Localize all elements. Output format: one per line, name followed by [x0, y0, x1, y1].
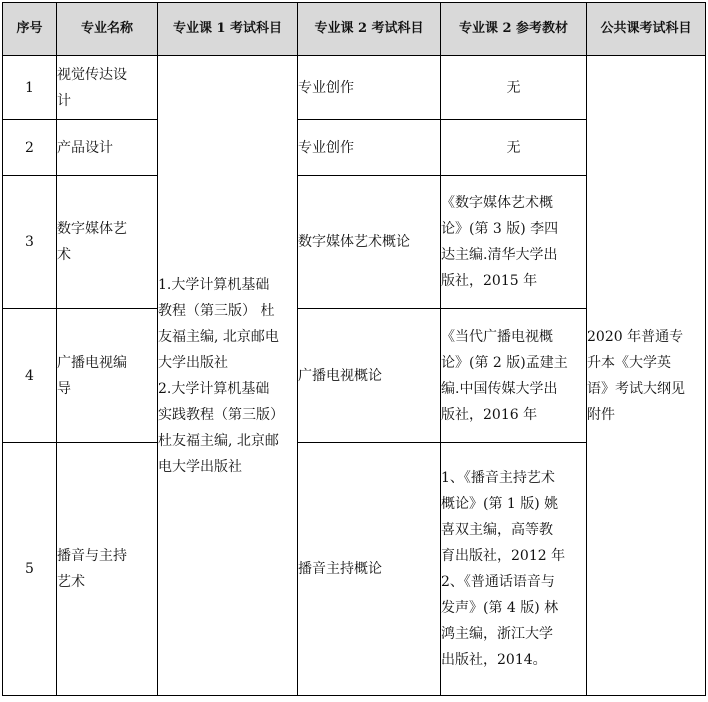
textbook-line: 发声》(第 4 版) 林 [441, 600, 559, 616]
textbook-line: 版社，2015 年 [441, 273, 538, 289]
textbook-line: 鸿主编，浙江大学 [441, 626, 553, 642]
row-seq: 4 [3, 309, 57, 443]
textbook-line: 无 [506, 79, 521, 96]
textbook-line: 达主编.清华大学出 [441, 247, 558, 263]
course1-shared-cell [158, 56, 298, 696]
header-major: 专业名称 [57, 3, 158, 56]
row-course2: 数字媒体艺术概论 [298, 176, 441, 309]
row-major [57, 443, 158, 696]
row-major [57, 56, 158, 120]
header-row [3, 3, 706, 56]
textbook-line: 编.中国传媒大学出 [441, 380, 558, 397]
major-line: 数字媒体艺 [57, 221, 127, 237]
row-major [57, 309, 158, 443]
row-seq: 5 [3, 443, 57, 696]
row-course2: 广播电视概论 [298, 309, 441, 443]
row-seq: 1 [3, 56, 57, 120]
header-textbook2: 专业课 2 参考教材 [441, 3, 587, 56]
textbook-line: 概论》(第 1 版) 姚 [441, 496, 559, 512]
row-textbook2 [441, 120, 587, 176]
public-shared-cell [587, 56, 706, 696]
row-major [57, 176, 158, 309]
major-line: 广播电视编 [57, 354, 127, 371]
course1-line: 教程（第三版） 杜 [158, 302, 275, 319]
table-row [3, 56, 706, 120]
course1-line: 大学出版社 [158, 354, 228, 371]
textbook-line: 2、《普通话语音与 [441, 574, 555, 590]
course1-line: 实践教程（第三版） [158, 406, 284, 423]
row-textbook2 [441, 443, 587, 696]
major-line: 视觉传达设 [57, 66, 127, 83]
major-line: 导 [57, 380, 71, 397]
textbook-line: 1、《播音主持艺术 [441, 470, 555, 486]
course1-line: 杜友福主编, 北京邮 [158, 432, 279, 449]
public-line: 2020 年普通专 [587, 328, 684, 345]
public-line: 语》考试大纲见 [587, 380, 685, 397]
header-seq: 序号 [3, 3, 57, 56]
row-seq: 3 [3, 176, 57, 309]
row-textbook2 [441, 176, 587, 309]
major-line: 计 [57, 92, 71, 109]
textbook-line: 《数字媒体艺术概 [441, 195, 553, 211]
header-course1: 专业课 1 考试科目 [158, 3, 298, 56]
row-seq: 2 [3, 120, 57, 176]
course1-line: 2.大学计算机基础 [158, 380, 270, 397]
public-line: 升本《大学英 [587, 354, 671, 371]
textbook-line: 版社，2016 年 [441, 406, 538, 423]
major-line: 艺术 [57, 574, 85, 590]
row-textbook2 [441, 56, 587, 120]
textbook-line: 出版社，2014。 [441, 652, 547, 668]
row-course2: 专业创作 [298, 120, 441, 176]
header-course2: 专业课 2 考试科目 [298, 3, 441, 56]
course1-line: 1.大学计算机基础 [158, 276, 270, 293]
public-line: 附件 [587, 406, 615, 423]
row-course2: 播音主持概论 [298, 443, 441, 696]
header-public: 公共课考试科目 [587, 3, 706, 56]
major-line: 播音与主持 [57, 548, 127, 564]
row-textbook2 [441, 309, 587, 443]
major-line: 产品设计 [57, 139, 113, 156]
course1-line: 友福主编, 北京邮电 [158, 328, 279, 345]
textbook-line: 论》(第 2 版)孟建主 [441, 354, 568, 371]
row-course2: 专业创作 [298, 56, 441, 120]
textbook-line: 喜双主编，高等教 [441, 522, 553, 538]
textbook-line: 无 [506, 139, 521, 156]
row-major [57, 120, 158, 176]
textbook-line: 育出版社，2012 年 [441, 548, 566, 564]
textbook-line: 论》(第 3 版) 李四 [441, 221, 559, 237]
textbook-line: 《当代广播电视概 [441, 328, 553, 345]
course1-line: 电大学出版社 [158, 458, 242, 475]
major-line: 术 [57, 247, 71, 263]
exam-subjects-table [2, 2, 706, 696]
